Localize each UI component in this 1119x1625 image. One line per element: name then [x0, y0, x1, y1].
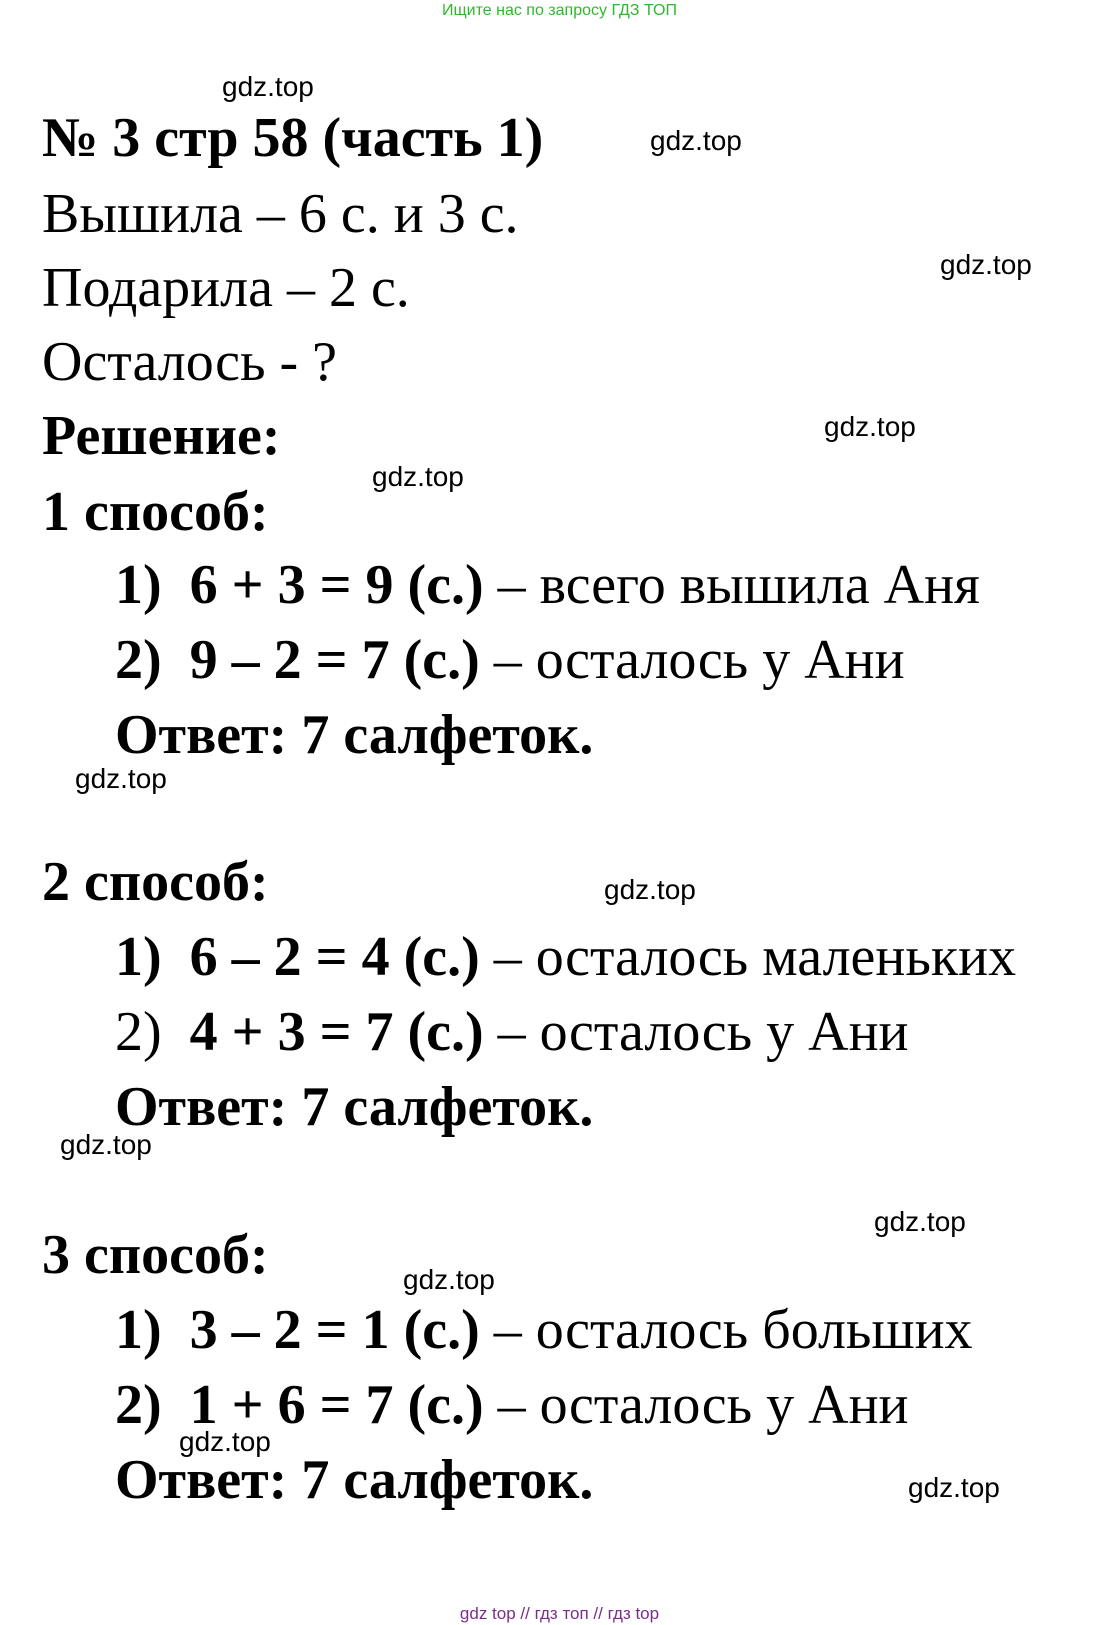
step-number: 1) [115, 926, 162, 988]
step-note: – осталось у Ани [483, 1001, 909, 1063]
page-title: № 3 стр 58 (часть 1) [42, 107, 544, 169]
watermark: gdz.top [403, 1264, 495, 1295]
method-1-step-2 [115, 628, 905, 692]
step-expression: 4 + 3 = 7 (с.) [189, 1001, 484, 1063]
step-note: – осталось маленьких [479, 926, 1017, 988]
method-2-step-2 [115, 1000, 909, 1064]
step-expression: 1 + 6 = 7 (с.) [189, 1374, 484, 1436]
solution-heading: Решение: [42, 405, 281, 467]
watermark: gdz.top [372, 461, 464, 492]
step-number: 2) [115, 629, 162, 691]
step-note: – осталось у Ани [479, 629, 905, 691]
watermark: gdz.top [75, 763, 167, 794]
step-number: 1) [115, 554, 162, 616]
method-1-answer: Ответ: 7 салфеток. [115, 704, 594, 766]
watermark: gdz.top [824, 411, 916, 442]
step-number: 1) [115, 1299, 162, 1361]
step-note: – всего вышила Аня [483, 554, 980, 616]
method-3-step-2 [115, 1373, 909, 1437]
watermark: gdz.top [874, 1206, 966, 1237]
watermark: gdz.top [60, 1129, 152, 1160]
step-number: 2) [115, 1374, 162, 1436]
watermark: gdz.top [222, 71, 314, 102]
step-expression: 9 – 2 = 7 (с.) [189, 629, 480, 691]
method-1-heading: 1 способ: [42, 481, 269, 543]
method-2-answer: Ответ: 7 салфеток. [115, 1076, 594, 1138]
condition-line-embroidered: Вышила – 6 с. и 3 с. [42, 183, 519, 245]
condition-line-question: Осталось - ? [42, 331, 338, 393]
method-3-answer: Ответ: 7 салфеток. [115, 1449, 594, 1511]
watermark: gdz.top [179, 1426, 271, 1457]
watermark: gdz.top [650, 125, 742, 156]
step-note: – осталось у Ани [483, 1374, 909, 1436]
step-note: – осталось больших [479, 1299, 973, 1361]
step-expression: 6 – 2 = 4 (с.) [189, 926, 480, 988]
method-2-heading: 2 способ: [42, 851, 269, 913]
watermark: gdz.top [604, 874, 696, 905]
method-1-step-1 [115, 553, 980, 617]
top-note: Ищите нас по запросу ГДЗ ТОП [442, 2, 677, 19]
method-3-step-1 [115, 1298, 973, 1362]
condition-line-gifted: Подарила – 2 с. [42, 257, 410, 319]
method-3-heading: 3 способ: [42, 1224, 269, 1286]
watermark: gdz.top [940, 249, 1032, 280]
step-expression: 6 + 3 = 9 (с.) [189, 554, 484, 616]
step-expression: 3 – 2 = 1 (с.) [189, 1299, 480, 1361]
watermark: gdz.top [908, 1472, 1000, 1503]
footer: gdz top // гдз топ // гдз top [459, 1604, 660, 1623]
step-number: 2) [115, 1001, 162, 1063]
method-2-step-1 [115, 925, 1016, 989]
